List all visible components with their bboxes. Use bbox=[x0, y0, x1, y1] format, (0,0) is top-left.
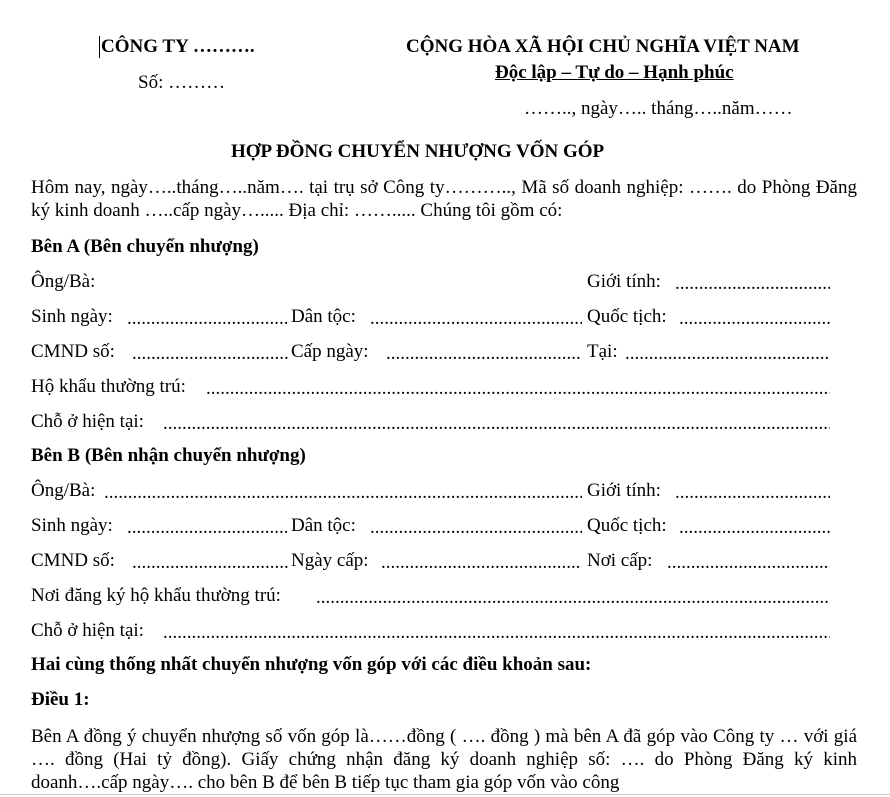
company-name: CÔNG TY ………. bbox=[101, 36, 255, 57]
party-a-residence-field[interactable] bbox=[163, 413, 830, 435]
party-b-dob-field[interactable] bbox=[127, 517, 287, 539]
party-b-gender-label: Giới tính: bbox=[587, 480, 661, 501]
party-b-issue-date-field[interactable] bbox=[381, 552, 582, 574]
party-b-issue-place-label: Nơi cấp: bbox=[587, 550, 653, 571]
party-a-household-field[interactable] bbox=[206, 378, 830, 400]
party-b-issue-date-label: Ngày cấp: bbox=[291, 550, 369, 571]
party-b-heading: Bên B (Bên nhận chuyển nhượng) bbox=[31, 445, 306, 466]
party-a-nationality-label: Quốc tịch: bbox=[587, 306, 667, 327]
party-a-issue-date-label: Cấp ngày: bbox=[291, 341, 369, 362]
page-bottom-edge bbox=[0, 794, 890, 795]
party-b-ethnic-field[interactable] bbox=[370, 517, 582, 539]
party-a-id-field[interactable] bbox=[132, 343, 288, 365]
party-a-gender-field[interactable] bbox=[675, 273, 830, 295]
national-motto: Độc lập – Tự do – Hạnh phúc bbox=[495, 62, 734, 83]
party-b-household-field[interactable] bbox=[316, 587, 830, 609]
intro-paragraph: Hôm nay, ngày…..tháng…..năm…. tại trụ sở Công ty……….., Mã số doanh nghiệp: ……. do Phòng Đăng ký kinh doanh …..cấp ngày…..... Địa chỉ: ……..... Chúng tôi gồm có: bbox=[31, 177, 857, 221]
party-a-issue-place-label: Tại: bbox=[587, 341, 618, 362]
party-a-gender-label: Giới tính: bbox=[587, 271, 661, 292]
party-b-residence-field[interactable] bbox=[163, 622, 830, 644]
party-a-ethnic-label: Dân tộc: bbox=[291, 306, 356, 327]
party-b-nationality-label: Quốc tịch: bbox=[587, 515, 667, 536]
party-a-ethnic-field[interactable] bbox=[370, 308, 582, 330]
party-b-residence-label: Chỗ ở hiện tại: bbox=[31, 620, 144, 641]
party-b-name-label: Ông/Bà: bbox=[31, 480, 96, 501]
party-a-id-label: CMND số: bbox=[31, 341, 115, 362]
party-a-dob-field[interactable] bbox=[127, 308, 287, 330]
article-1-text: Bên A đồng ý chuyển nhượng số vốn góp là……đồng ( …. đồng ) mà bên A đã góp vào Công ty … với giá …. đồng (Hai tỷ đồng). Giấy chứng nhận đăng ký doanh nghiệp số: …. do Phòng Đăng ký kinh doanh….cấp ngày…. cho bên B để bên B tiếp tục tham gia góp vốn vào công bbox=[31, 726, 857, 793]
article-1-heading: Điều 1: bbox=[31, 689, 90, 710]
document-title: HỢP ĐỒNG CHUYỂN NHƯỢNG VỐN GÓP bbox=[231, 141, 605, 162]
party-b-name-field[interactable] bbox=[104, 482, 582, 504]
party-a-nationality-field[interactable] bbox=[679, 308, 830, 330]
party-b-issue-place-field[interactable] bbox=[667, 552, 830, 574]
date-line: …….., ngày….. tháng…..năm…… bbox=[524, 98, 793, 119]
party-b-household-label: Nơi đăng ký hộ khẩu thường trú: bbox=[31, 585, 281, 606]
party-b-gender-field[interactable] bbox=[675, 482, 830, 504]
party-a-heading: Bên A (Bên chuyển nhượng) bbox=[31, 236, 259, 257]
country-name: CỘNG HÒA XÃ HỘI CHỦ NGHĨA VIỆT NAM bbox=[406, 36, 800, 57]
party-a-issue-place-field[interactable] bbox=[625, 343, 830, 365]
party-b-id-label: CMND số: bbox=[31, 550, 115, 571]
party-b-id-field[interactable] bbox=[132, 552, 288, 574]
party-b-nationality-field[interactable] bbox=[679, 517, 830, 539]
party-a-dob-label: Sinh ngày: bbox=[31, 306, 113, 327]
party-a-household-label: Hộ khẩu thường trú: bbox=[31, 376, 186, 397]
agreement-statement: Hai cùng thống nhất chuyển nhượng vốn góp với các điều khoản sau: bbox=[31, 654, 592, 675]
document-number: Số: ……… bbox=[138, 72, 226, 93]
party-a-residence-label: Chỗ ở hiện tại: bbox=[31, 411, 144, 432]
party-a-name-label: Ông/Bà: bbox=[31, 271, 96, 292]
party-a-issue-date-field[interactable] bbox=[386, 343, 582, 365]
party-b-ethnic-label: Dân tộc: bbox=[291, 515, 356, 536]
party-b-dob-label: Sinh ngày: bbox=[31, 515, 113, 536]
text-cursor bbox=[99, 36, 100, 58]
